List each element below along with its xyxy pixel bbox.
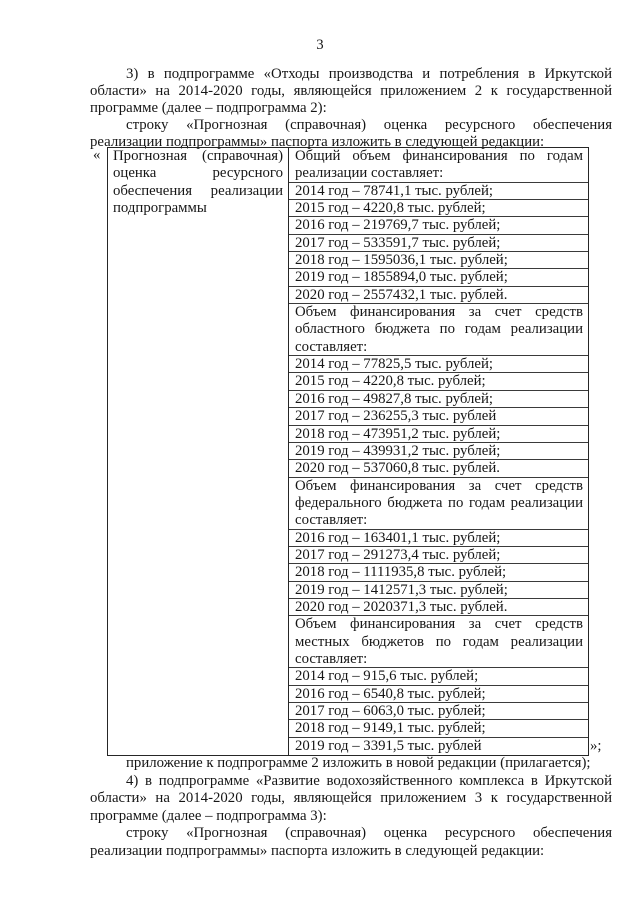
text-before-table [90,66,612,152]
table-row [289,287,588,304]
table-row [289,148,588,183]
right-cell-line: 2019 год – 1412571,3 тыс. рублей; [295,581,508,598]
left-cell-line: Прогнозная (справочная) [113,148,283,164]
table-left-cell [108,148,289,755]
table-row [289,616,588,668]
paragraph [90,825,612,860]
left-cell-line: обеспечения реализации [113,182,283,199]
table-row [289,356,588,373]
paragraph-line: реализации подпрограммы» паспорта изложить в следующей редакции: [90,134,545,151]
right-cell-line: 2019 год – 1855894,0 тыс. рублей; [295,269,508,286]
right-cell-line: 2016 год – 6540,8 тыс. рублей; [295,685,486,702]
right-cell-line: 2020 год – 2020371,3 тыс. рублей. [295,598,508,615]
paragraph-line: строку «Прогнозная (справочная) оценка ресурсного обеспечения [126,825,612,842]
right-cell-line: федерального бюджета по годам реализации [295,494,583,511]
paragraph-line: приложение к подпрограмме 2 изложить в новой редакции (прилагается); [126,755,591,771]
table-row [289,738,588,755]
right-cell-line: Объем финансирования за счет средств [295,477,583,494]
right-cell-line: составляет: [295,650,368,667]
right-cell-line: составляет: [295,338,368,355]
closing-quote: »; [590,738,602,754]
right-cell-line: Общий объем финансирования по годам [295,148,583,164]
right-cell-line: 2016 год – 219769,7 тыс. рублей; [295,217,501,234]
table-row [289,269,588,286]
table-row [289,426,588,443]
table-row [289,478,588,530]
table-row [289,200,588,217]
table-row [289,252,588,269]
paragraph [90,66,612,118]
right-cell-line: Объем финансирования за счет средств [295,304,583,321]
right-cell-line: 2017 год – 6063,0 тыс. рублей; [295,703,486,719]
left-cell-line: подпрограммы [113,200,207,217]
paragraph-line: 4) в подпрограмме «Развитие водохозяйственного комплекса в Иркутской [126,772,612,789]
paragraph-line: области» на 2014-2020 годы, являющейся приложением 2 к государственной [90,82,612,99]
text-after-table [90,755,612,861]
right-cell-line: местных бюджетов по годам реализации [295,633,583,650]
table-row [289,720,588,737]
table-row [289,530,588,547]
right-cell-line: 2014 год – 78741,1 тыс. рублей; [295,182,494,199]
table-row [289,460,588,477]
paragraph-line: 3) в подпрограмме «Отходы производства и потребления в Иркутской [126,65,612,82]
right-cell-line: 2018 год – 473951,2 тыс. рублей; [295,425,501,442]
table-row [289,391,588,408]
table-row [289,443,588,460]
paragraph-line: программе (далее – подпрограмма 2): [90,99,327,116]
table-right-cell [289,148,588,755]
right-cell-line: областного бюджета по годам реализации [295,321,583,338]
table-row [289,703,588,720]
right-cell-line: 2017 год – 236255,3 тыс. рублей [295,408,497,425]
right-cell-line: 2020 год – 537060,8 тыс. рублей. [295,460,500,477]
right-cell-line: составляет: [295,512,368,529]
paragraph-line: области» на 2014-2020 годы, являющейся приложением 3 к государственной [90,790,612,807]
opening-quote: « [93,147,101,163]
paragraph-line: реализации подпрограммы» паспорта изложить в следующей редакции: [90,842,545,859]
right-cell-line: 2014 год – 915,6 тыс. рублей; [295,668,479,685]
paragraph [90,773,612,826]
right-cell-line: 2020 год – 2557432,1 тыс. рублей. [295,286,508,303]
right-cell-line: 2016 год – 49827,8 тыс. рублей; [295,390,494,407]
table-row [289,373,588,390]
right-cell-line: Объем финансирования за счет средств [295,616,583,633]
table-row [289,183,588,200]
table-row [289,599,588,616]
right-cell-line: 2015 год – 4220,8 тыс. рублей; [295,200,486,217]
table-row [289,304,588,356]
table-row [289,686,588,703]
right-cell-line: реализации составляет: [295,165,444,182]
paragraph-line: программе (далее – подпрограмма 3): [90,807,327,824]
page-number: 3 [316,37,324,53]
right-cell-line: 2017 год – 291273,4 тыс. рублей; [295,546,501,563]
right-cell-line: 2015 год – 4220,8 тыс. рублей; [295,373,486,390]
table-row [289,564,588,581]
table-row [289,235,588,252]
right-cell-line: 2014 год – 77825,5 тыс. рублей; [295,356,494,373]
right-cell-line: 2019 год – 3391,5 тыс. рублей [295,737,482,754]
paragraph [90,755,612,773]
right-cell-line: 2018 год – 1111935,8 тыс. рублей; [295,564,507,581]
right-cell-line: 2017 год – 533591,7 тыс. рублей; [295,234,501,251]
table-row [289,408,588,425]
table-row [289,547,588,564]
passport-table [107,147,589,756]
paragraph-line: строку «Прогнозная (справочная) оценка ресурсного обеспечения [126,117,612,134]
table-row [289,582,588,599]
left-cell-line: оценка ресурсного [113,165,283,182]
right-cell-line: 2018 год – 9149,1 тыс. рублей; [295,720,486,737]
table-row [289,668,588,685]
right-cell-line: 2019 год – 439931,2 тыс. рублей; [295,442,501,459]
right-cell-line: 2016 год – 163401,1 тыс. рублей; [295,529,501,546]
table-row [289,217,588,234]
right-cell-line: 2018 год – 1595036,1 тыс. рублей; [295,252,508,269]
